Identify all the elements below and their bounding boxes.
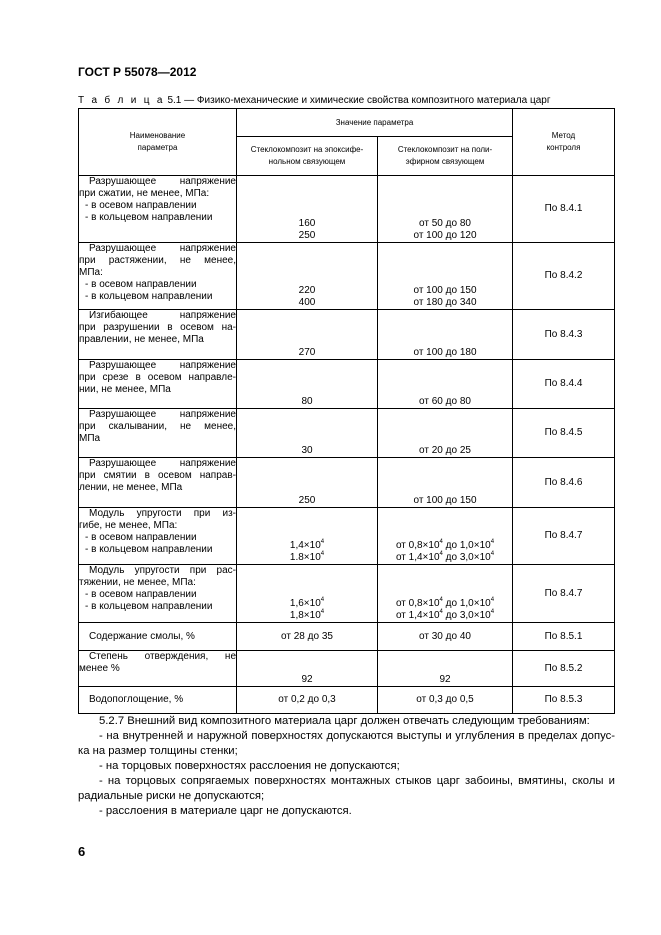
parameter-sub-line: - в осевом направлении — [85, 589, 197, 600]
header-parameter-value: Значение параметра — [237, 109, 513, 137]
value-base: до 1,0×10 — [442, 540, 491, 551]
value-base: 1.8×10 — [289, 552, 321, 563]
epoxy-value-cell — [237, 176, 378, 243]
polyester-value: от 0,3 до 0,5 — [416, 694, 474, 705]
parameter-name-line: при скалывании, не менее, — [79, 421, 236, 432]
parameter-sub-line: - в осевом направлении — [85, 279, 197, 290]
value-exponent: 4 — [320, 551, 325, 557]
table-row — [79, 508, 615, 565]
parameter-name-line: Степень отверждения, не — [89, 651, 236, 662]
epoxy-value-cell — [237, 310, 378, 360]
parameter-name-cell — [79, 565, 237, 623]
body-text — [78, 714, 615, 819]
polyester-value-cell — [378, 687, 513, 714]
parameter-name-line: МПа: — [79, 267, 103, 278]
properties-table — [78, 108, 615, 714]
value-exponent: 4 — [490, 551, 495, 557]
polyester-value: от 20 до 25 — [419, 445, 471, 456]
epoxy-value: 270 — [298, 347, 316, 358]
polyester-value-cell — [378, 310, 513, 360]
epoxy-value — [237, 552, 377, 564]
body-paragraph: - на внутренней и наружной поверхностях допускаются выступы и углубления в пределах допус- — [99, 730, 615, 742]
caption-text: 5.1 — Физико-механические и химические свойства композитного материала царг — [167, 95, 551, 106]
parameter-name-line: при сжатии, не менее, МПа: — [79, 188, 210, 199]
parameter-name-line: гибе, не менее, МПа: — [79, 520, 178, 531]
table-row — [79, 651, 615, 687]
parameter-name-line: при срезе в осевом направле- — [79, 372, 236, 383]
control-method-cell: По 8.4.6 — [513, 458, 615, 508]
parameter-name-cell — [79, 623, 237, 651]
value-base: от 1,4×10 — [395, 610, 440, 621]
polyester-value: от 60 до 80 — [419, 396, 471, 407]
value-exponent: 4 — [320, 539, 325, 545]
body-paragraph: 5.2.7 Внешний вид композитного материала царг должен отвечать следующим требованиям: — [99, 715, 590, 727]
polyester-value: от 100 до 150 — [413, 495, 477, 506]
caption-label: Т а б л и ц а — [78, 95, 165, 106]
parameter-name-line: при растяжении, не менее, — [79, 255, 236, 266]
table-row — [79, 458, 615, 508]
parameter-name-line: Разрушающее напряжение — [89, 176, 236, 187]
value-base: 1,4×10 — [289, 540, 321, 551]
epoxy-value-cell — [237, 508, 378, 565]
epoxy-value: 160 — [298, 218, 316, 229]
polyester-value-cell — [378, 409, 513, 458]
body-paragraph: радиальные риски не допускаются; — [78, 790, 265, 802]
table-row — [79, 565, 615, 623]
value-exponent: 4 — [439, 551, 443, 557]
body-paragraph: ка на размер толщины стенки; — [78, 745, 238, 757]
table-row — [79, 360, 615, 409]
epoxy-value: 80 — [301, 396, 313, 407]
parameter-name-line: Разрушающее напряжение — [89, 243, 236, 254]
parameter-name-cell — [79, 687, 237, 714]
parameter-name-cell — [79, 243, 237, 310]
parameter-name-line: Модуль упругости при рас- — [89, 565, 236, 576]
epoxy-value: от 28 до 35 — [281, 630, 333, 642]
value-exponent: 4 — [490, 597, 495, 603]
epoxy-value: 250 — [298, 230, 316, 241]
parameter-name-line: Изгибающее напряжение — [89, 310, 236, 321]
value-base: от 0,8×10 — [395, 598, 440, 609]
value-base: до 3,0×10 — [442, 552, 491, 563]
parameter-name-line: правлении, не менее, МПа — [79, 334, 204, 345]
control-method-cell: По 8.5.3 — [513, 687, 615, 714]
value-exponent: 4 — [490, 539, 495, 545]
epoxy-value-cell — [237, 565, 378, 623]
standard-header: ГОСТ Р 55078—2012 — [78, 65, 197, 79]
polyester-value — [378, 610, 512, 622]
polyester-value: от 180 до 340 — [413, 297, 477, 308]
epoxy-value-cell — [237, 687, 378, 714]
parameter-name-line: Водопоглощение, % — [89, 694, 184, 705]
header-epoxy-composite: Стеклокомпозит на эпоксифе-нольном связующем — [237, 137, 378, 176]
table-row — [79, 623, 615, 651]
polyester-value-cell — [378, 651, 513, 687]
parameter-name-cell — [79, 409, 237, 458]
parameter-sub-line: - в кольцевом направлении — [85, 212, 213, 223]
parameter-name-line: Разрушающее напряжение — [89, 360, 236, 371]
table-row — [79, 409, 615, 458]
value-base: до 3,0×10 — [442, 610, 491, 621]
polyester-value: от 100 до 150 — [413, 285, 477, 296]
body-paragraph: - на торцовых сопрягаемых поверхностях монтажных стыков царг забоины, вмятины, сколы и — [99, 775, 615, 787]
polyester-value: 92 — [439, 674, 451, 685]
polyester-value — [378, 552, 512, 564]
epoxy-value-cell — [237, 360, 378, 409]
polyester-value-cell — [378, 243, 513, 310]
epoxy-value: 220 — [298, 285, 316, 296]
value-exponent: 4 — [439, 609, 443, 615]
parameter-sub-line: - в кольцевом направлении — [85, 544, 213, 555]
control-method-cell: По 8.4.7 — [513, 565, 615, 623]
parameter-name-line: лении, не менее, МПа — [79, 482, 183, 493]
value-base: от 1,4×10 — [395, 552, 440, 563]
control-method-cell: По 8.4.5 — [513, 409, 615, 458]
control-method-cell: По 8.5.2 — [513, 651, 615, 687]
value-base: до 1,0×10 — [442, 598, 491, 609]
control-method-cell: По 8.4.1 — [513, 176, 615, 243]
table-caption — [78, 95, 550, 106]
value-exponent: 4 — [320, 597, 325, 603]
parameter-name-cell — [79, 508, 237, 565]
header-polyester-composite: Стеклокомпозит на поли-эфирном связующем — [378, 137, 513, 176]
value-exponent: 4 — [439, 597, 443, 603]
parameter-name-line: Разрушающее напряжение — [89, 409, 236, 420]
epoxy-value — [237, 540, 377, 552]
control-method-cell: По 8.5.1 — [513, 623, 615, 651]
parameter-sub-line: - в осевом направлении — [85, 200, 197, 211]
control-method-cell: По 8.4.7 — [513, 508, 615, 565]
polyester-value: от 50 до 80 — [419, 218, 471, 229]
control-method-cell: По 8.4.2 — [513, 243, 615, 310]
epoxy-value: 30 — [301, 445, 313, 456]
polyester-value: от 30 до 40 — [419, 630, 471, 642]
polyester-value-cell — [378, 623, 513, 651]
epoxy-value-cell — [237, 243, 378, 310]
parameter-name-line: менее % — [79, 663, 120, 674]
body-paragraph: - на торцовых поверхностях расслоения не допускаются; — [99, 760, 400, 772]
epoxy-value: 250 — [298, 495, 316, 506]
polyester-value-cell — [378, 176, 513, 243]
parameter-name-line: Содержание смолы, % — [89, 630, 195, 642]
polyester-value-cell — [378, 565, 513, 623]
parameter-name-cell — [79, 458, 237, 508]
parameter-name-line: МПа — [79, 433, 101, 444]
header-control-method: Метод контроля — [513, 109, 615, 176]
table-row — [79, 243, 615, 310]
epoxy-value: 400 — [298, 297, 316, 308]
parameter-name-cell — [79, 651, 237, 687]
epoxy-value-cell — [237, 458, 378, 508]
body-paragraph: - расслоения в материале царг не допускаются. — [99, 805, 352, 817]
value-base: от 0,8×10 — [395, 540, 440, 551]
parameter-name-cell — [79, 360, 237, 409]
epoxy-value-cell — [237, 623, 378, 651]
parameter-name-cell — [79, 310, 237, 360]
parameter-name-line: тяжении, не менее, МПа: — [79, 577, 196, 588]
page-number: 6 — [78, 844, 86, 859]
parameter-name-line: нии, не менее, МПа — [79, 384, 171, 395]
table-row — [79, 176, 615, 243]
header-parameter-name: Наименование параметра — [79, 109, 237, 176]
control-method-cell: По 8.4.4 — [513, 360, 615, 409]
table-row — [79, 687, 615, 714]
polyester-value-cell — [378, 360, 513, 409]
epoxy-value: 92 — [301, 674, 313, 685]
parameter-sub-line: - в осевом направлении — [85, 532, 197, 543]
polyester-value-cell — [378, 508, 513, 565]
value-base: 1,8×10 — [289, 610, 321, 621]
parameter-name-cell — [79, 176, 237, 243]
parameter-name-line: при смятии в осевом направ- — [79, 470, 236, 481]
parameter-sub-line: - в кольцевом направлении — [85, 601, 213, 612]
value-exponent: 4 — [490, 609, 495, 615]
control-method-cell: По 8.4.3 — [513, 310, 615, 360]
parameter-sub-line: - в кольцевом направлении — [85, 291, 213, 302]
parameter-name-line: при разрушении в осевом на- — [79, 322, 236, 333]
value-base: 1,6×10 — [289, 598, 321, 609]
polyester-value: от 100 до 180 — [413, 347, 477, 358]
epoxy-value: от 0,2 до 0,3 — [278, 694, 336, 705]
polyester-value-cell — [378, 458, 513, 508]
epoxy-value — [237, 598, 377, 610]
parameter-name-line: Модуль упругости при из- — [89, 508, 236, 519]
value-exponent: 4 — [320, 609, 325, 615]
polyester-value: от 100 до 120 — [413, 230, 477, 241]
epoxy-value-cell — [237, 409, 378, 458]
parameter-name-line: Разрушающее напряжение — [89, 458, 236, 469]
epoxy-value-cell — [237, 651, 378, 687]
value-exponent: 4 — [439, 539, 443, 545]
table-row — [79, 310, 615, 360]
epoxy-value — [237, 610, 377, 622]
